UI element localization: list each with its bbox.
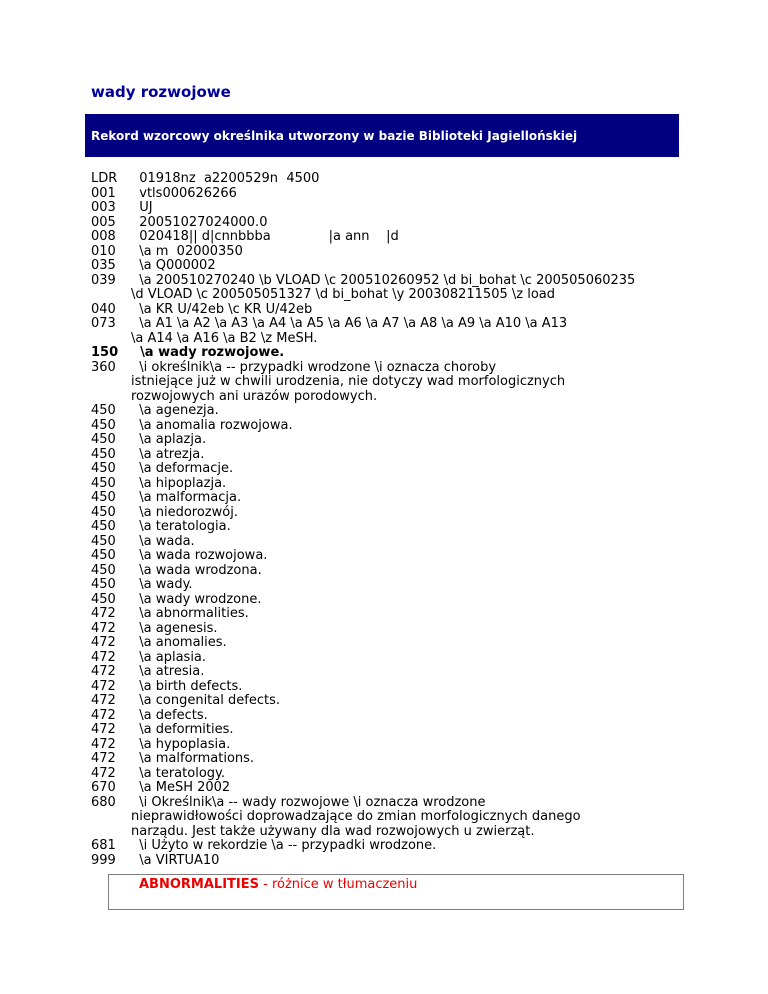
field-tag: 450	[91, 417, 116, 433]
record-field-472	[91, 767, 691, 782]
field-tag: 680	[91, 794, 116, 810]
record-field-001	[91, 187, 691, 202]
field-value: \a wady wrodzone.	[131, 591, 262, 607]
record-banner	[85, 114, 679, 157]
field-value: \a teratology.	[131, 765, 225, 781]
field-value: \a wada.	[131, 533, 195, 549]
record-field-472	[91, 752, 691, 767]
field-tag: 472	[91, 736, 116, 752]
record-field-472	[91, 622, 691, 637]
field-value: \a niedorozwój.	[131, 504, 238, 520]
field-tag: 999	[91, 852, 116, 868]
field-tag: 360	[91, 359, 116, 375]
record-field-450	[91, 506, 691, 521]
field-tag: 450	[91, 519, 116, 534]
field-tag: 450	[91, 504, 116, 520]
record-field-450	[91, 535, 691, 550]
field-tag: 681	[91, 838, 116, 853]
field-value: vtls000626266	[131, 185, 237, 201]
field-tag: 005	[91, 214, 116, 230]
field-value: UJ	[131, 200, 153, 215]
record-field-450	[91, 404, 691, 419]
field-tag: 472	[91, 664, 116, 679]
record-field-450	[91, 491, 691, 506]
field-tag: 472	[91, 649, 116, 665]
page-title: wady rozwojowe	[91, 83, 231, 101]
field-value: \a VIRTUA10	[131, 852, 220, 868]
field-tag: 450	[91, 475, 116, 491]
record-field-472	[91, 694, 691, 709]
field-value: \a wada wrodzona.	[131, 562, 262, 578]
field-value: \i Użyto w rekordzie \a -- przypadki wrodzone.	[131, 838, 437, 853]
field-value: \a agenesis.	[131, 620, 218, 636]
record-field-008	[91, 230, 691, 245]
field-value: \i Określnik\a -- wady rozwojowe \i oznacza wrodzone nieprawidłowości doprowadzające do zmian morfologicznych danego narządu. Jest także używany dla wad rozwojowych u zwierząt.	[131, 794, 581, 839]
record-field-150	[91, 346, 691, 361]
record-field-005	[91, 216, 691, 231]
field-value: \a MeSH 2002	[131, 780, 231, 795]
field-tag: 472	[91, 606, 116, 621]
field-value: \a Q000002	[131, 258, 216, 273]
field-value: \a atresia.	[131, 664, 205, 679]
record-field-450	[91, 593, 691, 608]
record-field-039	[91, 274, 691, 303]
record-field-680	[91, 796, 691, 840]
record-field-010	[91, 245, 691, 260]
banner-text: Rekord wzorcowy określnika utworzony w bazie Biblioteki Jagiellońskiej	[91, 128, 578, 143]
field-value: \a aplasia.	[131, 649, 207, 665]
record-field-450	[91, 419, 691, 434]
field-tag: 450	[91, 562, 116, 578]
field-tag: 472	[91, 678, 116, 694]
field-value: \a wady rozwojowe.	[131, 345, 285, 360]
record-field-472	[91, 723, 691, 738]
field-value: \a hypoplasia.	[131, 736, 231, 752]
field-value: 20051027024000.0	[131, 214, 268, 230]
field-value: \a wady.	[131, 577, 193, 592]
record-field-450	[91, 564, 691, 579]
field-value: \a birth defects.	[131, 678, 243, 694]
field-tag: 472	[91, 693, 116, 708]
note-text: - różnice w tłumaczeniu	[258, 877, 418, 892]
field-value: \a deformities.	[131, 722, 234, 737]
field-tag: 035	[91, 258, 116, 273]
record-field-LDR	[91, 172, 691, 187]
field-tag: 670	[91, 780, 116, 795]
record-field-450	[91, 462, 691, 477]
field-tag: 472	[91, 707, 116, 723]
field-tag: 039	[91, 272, 116, 288]
field-tag: 472	[91, 765, 116, 781]
field-tag: 450	[91, 490, 116, 505]
field-tag: 008	[91, 229, 116, 244]
field-value: \i określnik\a -- przypadki wrodzone \i oznacza choroby istniejące już w chwili urodzenia, nie dotyczy wad morfologicznych rozwojowych ani urazów porodowych.	[131, 359, 566, 404]
field-value: \a A1 \a A2 \a A3 \a A4 \a A5 \a A6 \a A7 \a A8 \a A9 \a A10 \a A13 \a A14 \a A16 \a B2 \z MeSH.	[131, 316, 568, 346]
marc-record	[91, 172, 691, 868]
field-tag: 472	[91, 751, 116, 766]
field-value: \a teratologia.	[131, 519, 231, 534]
record-field-472	[91, 636, 691, 651]
field-tag: 472	[91, 722, 116, 737]
record-field-472	[91, 607, 691, 622]
field-tag: 450	[91, 548, 116, 563]
record-field-472	[91, 665, 691, 680]
field-value: \a KR U/42eb \c KR U/42eb	[131, 301, 313, 317]
field-tag: 040	[91, 301, 116, 317]
field-value: \a anomalia rozwojowa.	[131, 417, 293, 433]
field-tag: 450	[91, 403, 116, 418]
field-tag: 450	[91, 461, 116, 476]
field-value: \a defects.	[131, 707, 208, 723]
record-field-450	[91, 433, 691, 448]
field-value: \a wada rozwojowa.	[131, 548, 268, 563]
record-field-450	[91, 578, 691, 593]
record-field-681	[91, 839, 691, 854]
record-field-035	[91, 259, 691, 274]
record-field-450	[91, 477, 691, 492]
field-value: \a 200510270240 \b VLOAD \c 200510260952 \d bi_bohat \c 200505060235 \d VLOAD \c 200505051327 \d bi_bohat \y 200308211505 \z load	[131, 272, 636, 302]
field-value: \a malformations.	[131, 751, 255, 766]
field-tag: 003	[91, 200, 116, 215]
translation-note-box	[108, 874, 684, 910]
field-tag: 450	[91, 432, 116, 447]
record-field-073	[91, 317, 691, 346]
field-tag: 450	[91, 577, 116, 592]
field-tag: 001	[91, 185, 116, 201]
record-field-003	[91, 201, 691, 216]
field-value: \a malformacja.	[131, 490, 242, 505]
field-tag: 472	[91, 620, 116, 636]
field-tag: 450	[91, 533, 116, 549]
field-tag: 010	[91, 243, 116, 259]
record-field-450	[91, 448, 691, 463]
field-value: \a aplazja.	[131, 432, 207, 447]
field-value: 01918nz a2200529n 4500	[131, 171, 320, 186]
record-field-472	[91, 651, 691, 666]
record-field-450	[91, 520, 691, 535]
field-tag: 472	[91, 635, 116, 650]
field-value: 020418|| d|cnnbbba |a ann |d	[131, 229, 399, 244]
note-term: ABNORMALITIES	[139, 877, 259, 892]
field-value: \a congenital defects.	[131, 693, 280, 708]
record-field-360	[91, 361, 691, 405]
record-field-040	[91, 303, 691, 318]
field-value: \a atrezja.	[131, 446, 205, 462]
field-value: \a anomalies.	[131, 635, 227, 650]
field-tag: 450	[91, 446, 116, 462]
field-tag: 150	[91, 345, 119, 360]
record-field-999	[91, 854, 691, 869]
field-value: \a m 02000350	[131, 243, 243, 259]
field-value: \a deformacje.	[131, 461, 234, 476]
record-field-472	[91, 738, 691, 753]
field-tag: 073	[91, 316, 116, 331]
record-field-670	[91, 781, 691, 796]
field-value: \a hipoplazja.	[131, 475, 227, 491]
record-field-450	[91, 549, 691, 564]
field-value: \a abnormalities.	[131, 606, 249, 621]
record-field-472	[91, 680, 691, 695]
field-value: \a agenezja.	[131, 403, 219, 418]
field-tag: LDR	[91, 171, 118, 186]
field-tag: 450	[91, 591, 116, 607]
record-field-472	[91, 709, 691, 724]
